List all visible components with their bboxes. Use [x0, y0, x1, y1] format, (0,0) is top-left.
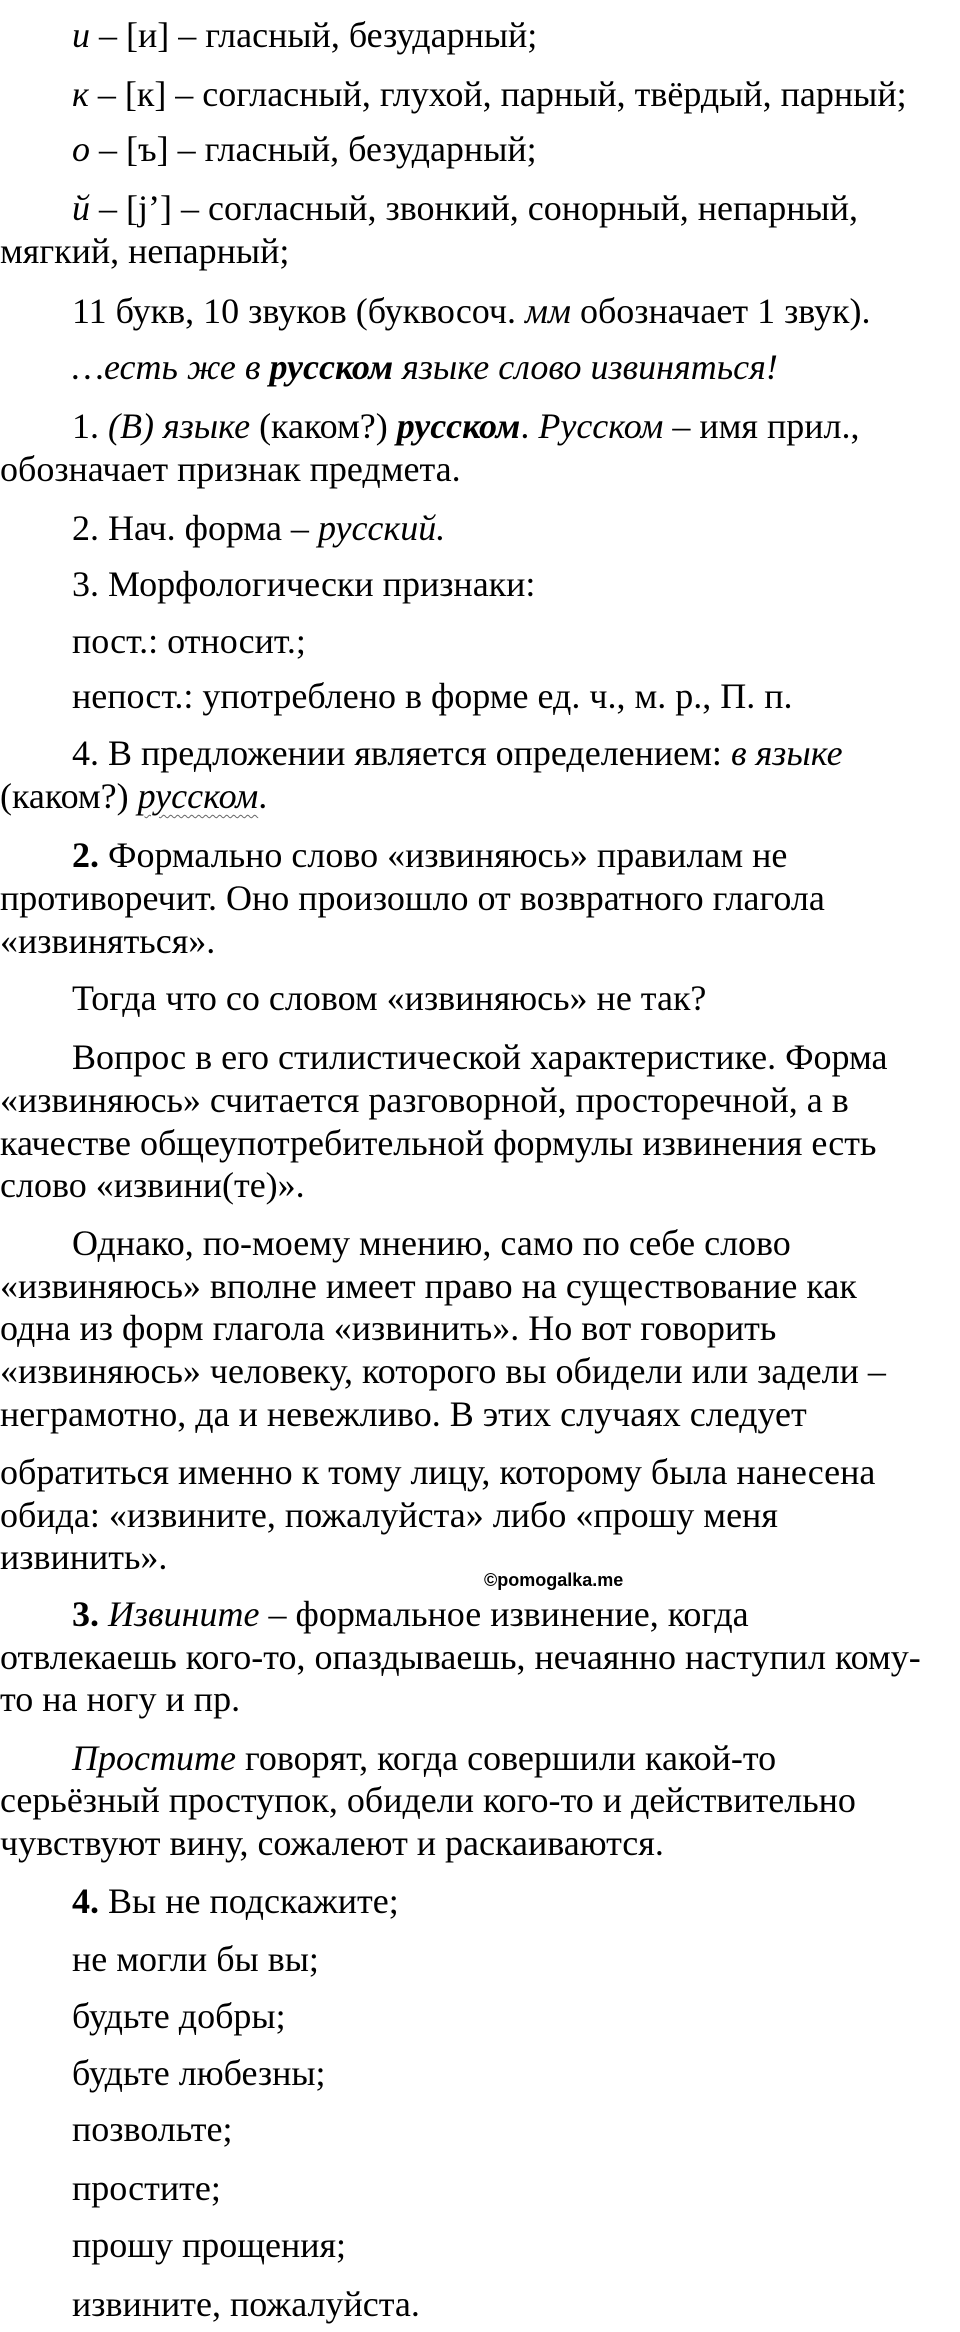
- answer-2-opinion-2: «извиняюсь» вполне имеет право на существование как: [0, 1266, 857, 1306]
- phonetic-line-o: о – [ъ] – гласный, безударный;: [72, 129, 537, 169]
- answer-3-forgive-3: чувствуют вину, сожалеют и раскаиваются.: [0, 1823, 664, 1863]
- answer-2-style-1: Вопрос в его стилистической характеристике. Форма: [72, 1037, 888, 1077]
- phonetic-line-i: и – [и] – гласный, безударный;: [72, 15, 538, 55]
- answer-2-opinion-3: одна из форм глагола «извинить». Но вот говорить: [0, 1308, 777, 1348]
- answer-4-item-6: простите;: [72, 2168, 221, 2208]
- morph-item-4: 4. В предложении является определением: в языке: [72, 733, 843, 773]
- morph-constant: пост.: относит.;: [72, 621, 306, 661]
- answer-2-style-4: слово «извини(те)».: [0, 1165, 305, 1205]
- answer-2-opinion-8: извинить».: [0, 1537, 168, 1577]
- answer-4-item-2: не могли бы вы;: [72, 1939, 319, 1979]
- phonetic-line-j-cont: мягкий, непарный;: [0, 231, 290, 271]
- answer-2-opinion-7: обида: «извините, пожалуйста» либо «прошу меня: [0, 1495, 778, 1535]
- answer-3-forgive-1: Простите говорят, когда совершили какой-то: [72, 1738, 777, 1778]
- letters-sounds-count: 11 букв, 10 звуков (буквосоч. мм обозначает 1 звук).: [72, 291, 871, 331]
- answer-4-item-7: прошу прощения;: [72, 2225, 347, 2265]
- answer-2-style-2: «извиняюсь» считается разговорной, просторечной, а в: [0, 1080, 849, 1120]
- morph-item-1: 1. (В) языке (каком?) русском. Русском – имя прил.,: [72, 406, 860, 446]
- answer-4-item-5: позвольте;: [72, 2109, 233, 2149]
- phonetic-line-k: к – [к] – согласный, глухой, парный, твёрдый, парный;: [72, 74, 907, 114]
- morph-item-3: 3. Морфологически признаки:: [72, 564, 536, 604]
- watermark: ©pomogalka.me: [484, 1570, 624, 1590]
- answer-3-forgive-2: серьёзный проступок, обидели кого-то и действительно: [0, 1780, 856, 1820]
- answer-2-line-2: противоречит. Оно произошло от возвратного глагола: [0, 878, 825, 918]
- answer-2-style-3: качестве общеупотребительной формулы извинения есть: [0, 1123, 877, 1163]
- answer-2-line-3: «извиняться».: [0, 921, 216, 961]
- answer-3-line-3: то на ногу и пр.: [0, 1679, 241, 1719]
- morph-item-2: 2. Нач. форма – русский.: [72, 508, 446, 548]
- quote-line: …есть же в русском языке слово извиняться!: [72, 347, 778, 387]
- answer-2-opinion-6: обратиться именно к тому лицу, которому была нанесена: [0, 1452, 876, 1492]
- answer-2-question: Тогда что со словом «извиняюсь» не так?: [72, 978, 707, 1018]
- morph-item-4-cont: (каком?) русском.: [0, 776, 268, 816]
- answer-3-line-2: отвлекаешь кого-то, опаздываешь, нечаянно наступил кому-: [0, 1637, 921, 1677]
- answer-2-line-1: 2. Формально слово «извиняюсь» правилам не: [72, 835, 788, 875]
- answer-2-opinion-5: неграмотно, да и невежливо. В этих случаях следует: [0, 1394, 807, 1434]
- answer-4-item-4: будьте любезны;: [72, 2053, 326, 2093]
- answer-4-item-1: 4. Вы не подскажите;: [72, 1881, 399, 1921]
- answer-2-opinion-1: Однако, по-моему мнению, само по себе слово: [72, 1223, 791, 1263]
- morph-variable: непост.: употреблено в форме ед. ч., м. р., П. п.: [72, 676, 793, 716]
- answer-4-item-8: извините, пожалуйста.: [72, 2284, 420, 2324]
- answer-2-opinion-4: «извиняюсь» человеку, которого вы обидели или задели –: [0, 1351, 886, 1391]
- morph-item-1-cont: обозначает признак предмета.: [0, 449, 461, 489]
- answer-4-item-3: будьте добры;: [72, 1996, 286, 2036]
- answer-3-line-1: 3. Извините – формальное извинение, когда: [72, 1594, 749, 1634]
- phonetic-line-j: й – [j’] – согласный, звонкий, сонорный, непарный,: [72, 188, 858, 228]
